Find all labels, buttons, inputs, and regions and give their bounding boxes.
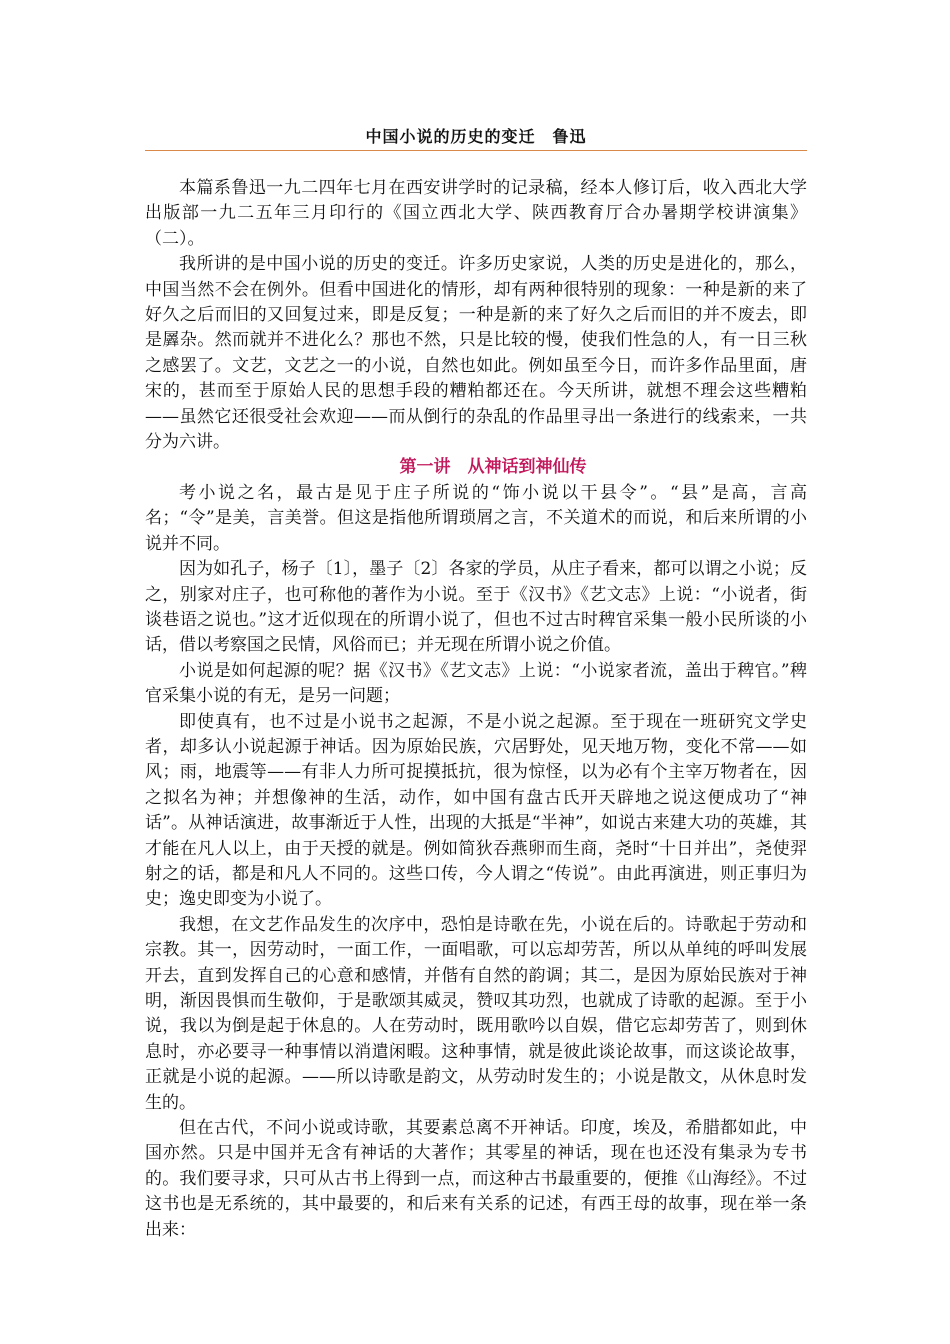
paragraph: 考小说之名，最古是见于庄子所说的“饰小说以干县令”。“县”是高，言高名；“令”是美，言美誉。但这是指他所谓琐屑之言，不关道术的而说，和后来所谓的小说并不同。: [145, 482, 807, 554]
lecture-heading: 第一讲 从神话到神仙传: [399, 457, 587, 478]
paragraph: 我所讲的是中国小说的历史的变迁。许多历史家说，人类的历史是进化的，那么，中国当然不会在例外。但看中国进化的情形，却有两种很特别的现象：一种是新的来了好久之后而旧的又回复过来，即是反复；一种是新的来了好久之后而旧的并不废去，即是羼杂。然而就并不进化么？那也不然，只是比较的慢，使我们性急的人，有一日三秋之感罢了。文艺，文艺之一的小说，自然也如此。例如虽至今日，而许多作品里面，唐宋的，甚而至于原始人民的思想手段的糟粕都还在。今天所讲，就想不理会这些糟粕——虽然它还很受社会欢迎——而从倒行的杂乱的作品里寻出一条进行的线索来，一共分为六讲。: [145, 254, 807, 453]
paragraph: 小说是如何起源的呢？据《汉书》《艺文志》上说：“小说家者流，盖出于稗官。”稗官采集小说的有无，是另一问题；: [145, 660, 807, 707]
paragraph: 但在古代，不问小说或诗歌，其要素总离不开神话。印度，埃及，希腊都如此，中国亦然。只是中国并无含有神话的大著作；其零星的神话，现在也还没有集录为专书的。我们要寻求，只可从古书上得到一点，而这种古书最重要的，便推《山海经》。不过这书也是无系统的，其中最要的，和后来有关系的记述，有西王母的故事，现在举一条出来：: [145, 1118, 807, 1240]
header-divider: [145, 150, 807, 151]
paragraph: 本篇系鲁迅一九二四年七月在西安讲学时的记录稿，经本人修订后，收入西北大学出版部一九二五年三月印行的《国立西北大学、陕西教育厅合办暑期学校讲演集》（二）。: [145, 178, 807, 249]
paragraph: 即使真有，也不过是小说书之起源，不是小说之起源。至于现在一班研究文学史者，却多认小说起源于神话。因为原始民族，穴居野处，见天地万物，变化不常——如风；雨，地震等——有非人力所可捉摸抵抗，很为惊怪，以为必有个主宰万物者在，因之拟名为神；并想像神的生活，动作，如中国有盘古氏开天辟地之说这便成功了“神话”。从神话演进，故事渐近于人性，出现的大抵是“半神”，如说古来建大功的英雄，其才能在凡人以上，由于天授的就是。例如简狄吞燕卵而生商，尧时“十日并出”，尧使羿射之的话，都是和凡人不同的。这些口传，今人谓之“传说”。由此再演进，则正事归为史；逸史即变为小说了。: [145, 711, 807, 910]
paragraph: 我想，在文艺作品发生的次序中，恐怕是诗歌在先，小说在后的。诗歌起于劳动和宗教。其一，因劳动时，一面工作，一面唱歌，可以忘却劳苦，所以从单纯的呼叫发展开去，直到发挥自己的心意和感情，并偕有自然的韵调；其二，是因为原始民族对于神明，渐因畏惧而生敬仰，于是歌颂其威灵，赞叹其功烈，也就成了诗歌的起源。至于小说，我以为倒是起于休息的。人在劳动时，既用歌吟以自娱，借它忘却劳苦了，则到休息时，亦必要寻一种事情以消遣闲暇。这种事情，就是彼此谈论故事，而这谈论故事，正就是小说的起源。——所以诗歌是韵文，从劳动时发生的；小说是散文，从休息时发生的。: [145, 914, 807, 1113]
document-body: [145, 176, 807, 1243]
paragraph: 因为如孔子，杨子〔1〕，墨子〔2〕各家的学员，从庄子看来，都可以谓之小说；反之，别家对庄子，也可称他的著作为小说。至于《汉书》《艺文志》上说：“小说者，街谈巷语之说也。”这才近似现在的所谓小说了，但也不过古时稗官采集一般小民所谈的小话，借以考察国之民情，风俗而已；并无现在所谓小说之价值。: [145, 559, 807, 656]
page-title: 中国小说的历史的变迁 鲁迅: [365, 127, 587, 146]
